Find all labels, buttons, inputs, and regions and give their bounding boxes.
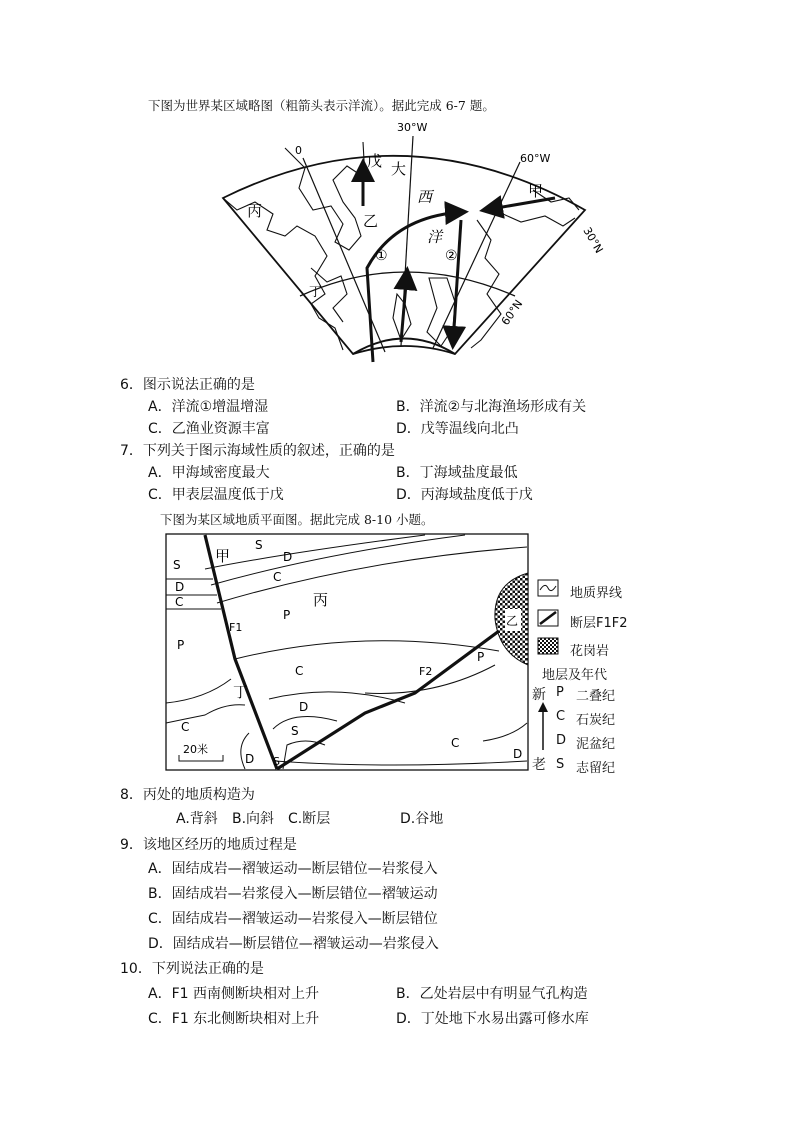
geo-map-frame — [166, 534, 528, 770]
label-d-3: D — [299, 700, 309, 714]
label-c-2: C — [175, 595, 184, 609]
legend-old: 老 — [532, 757, 546, 773]
label-c-3: C — [295, 664, 304, 678]
q8-option-c[interactable]: C.断层 — [288, 811, 331, 827]
label-60w: 60°W — [520, 152, 551, 165]
q10-option-d[interactable]: D．丁处地下水易出露可修水库 — [396, 1011, 589, 1027]
q9-option-b[interactable]: B．固结成岩—岩浆侵入—断层错位—褶皱运动 — [148, 886, 438, 902]
label-yang: 洋 — [427, 228, 443, 246]
label-c-4: C — [181, 720, 190, 734]
label-30n: 30°N — [580, 225, 606, 256]
label-xi: 西 — [417, 188, 433, 206]
label-s-1: S — [173, 558, 181, 572]
current-jia-arrow — [485, 198, 555, 210]
geologic-map — [165, 533, 531, 773]
label-0: 0 — [295, 144, 302, 157]
q8-option-a[interactable]: A.背斜 — [176, 811, 218, 827]
label-c-1: C — [273, 570, 282, 584]
q6-stem: 6．图示说法正确的是 — [120, 377, 255, 393]
q9-stem: 9．该地区经历的地质过程是 — [120, 837, 297, 853]
label-bing: 丙 — [313, 591, 329, 609]
label-yi: 乙 — [506, 614, 519, 628]
age-arrow-icon — [538, 702, 548, 752]
intro-map2: 下图为某区域地质平面图。据此完成 8-10 小题。 — [160, 512, 434, 527]
label-d-4: D — [245, 752, 255, 766]
q7-option-d[interactable]: D．丙海域盐度低于戊 — [396, 487, 533, 503]
label-s-4: S — [273, 755, 280, 768]
q7-option-a[interactable]: A．甲海域密度最大 — [148, 465, 270, 481]
legend-d-name: 泥盆纪 — [576, 737, 616, 752]
granite-legend-icon — [538, 638, 558, 654]
label-ding: 丁 — [233, 683, 249, 701]
label-current-2: ② — [445, 248, 458, 264]
q10-option-a[interactable]: A．F1 西南侧断块相对上升 — [148, 986, 319, 1002]
q10-stem: 10．下列说法正确的是 — [120, 961, 264, 977]
legend-symbols — [536, 578, 560, 658]
q6-option-c[interactable]: C．乙渔业资源丰富 — [148, 421, 270, 437]
label-jia: 甲 — [528, 182, 544, 200]
label-30w: 30°W — [397, 121, 428, 134]
q7-option-b[interactable]: B．丁海域盐度最低 — [396, 465, 518, 481]
label-60n: 60°N — [498, 297, 526, 328]
q10-option-b[interactable]: B．乙处岩层中有明显气孔构造 — [396, 986, 588, 1002]
q9-option-a[interactable]: A．固结成岩—褶皱运动—断层错位—岩浆侵入 — [148, 861, 438, 877]
q7-stem: 7．下列关于图示海域性质的叙述，正确的是 — [120, 443, 395, 459]
label-jia: 甲 — [215, 547, 231, 565]
label-p-3: P — [477, 650, 485, 664]
q6-option-b[interactable]: B．洋流②与北海渔场形成有关 — [396, 399, 587, 415]
legend-p-name: 二叠纪 — [576, 689, 616, 704]
current-2-arrow — [453, 220, 461, 344]
label-current-1: ① — [375, 248, 388, 264]
q10-option-c[interactable]: C．F1 东北侧断块相对上升 — [148, 1011, 320, 1027]
q8-stem: 8．丙处的地质构造为 — [120, 787, 255, 803]
label-d-5: D — [513, 747, 523, 761]
legend-granite: 花岗岩 — [570, 644, 610, 659]
legend-fault: 断层F1F2 — [570, 616, 628, 631]
legend-s: S — [556, 757, 565, 772]
q6-option-d[interactable]: D．戊等温线向北凸 — [396, 421, 519, 437]
label-c-5: C — [451, 736, 460, 750]
legend-title: 地层及年代 — [542, 668, 608, 683]
legend-new: 新 — [532, 687, 546, 703]
q9-option-d[interactable]: D．固结成岩—断层错位—褶皱运动—岩浆侵入 — [148, 936, 439, 952]
label-d-2: D — [175, 580, 185, 594]
label-bing: 丙 — [247, 202, 263, 220]
label-d-1: D — [283, 550, 293, 564]
legend-c-name: 石炭纪 — [576, 713, 616, 728]
label-da: 大 — [391, 160, 407, 178]
q6-option-a[interactable]: A．洋流①增温增湿 — [148, 399, 269, 415]
scale-label: 20米 — [183, 743, 208, 756]
label-p-1: P — [177, 638, 185, 652]
legend-p: P — [556, 685, 564, 700]
label-yi: 乙 — [363, 212, 379, 230]
label-p-2: P — [283, 608, 291, 622]
label-f2: F2 — [419, 665, 433, 678]
legend-boundary: 地质界线 — [570, 586, 623, 601]
q8-option-d[interactable]: D.谷地 — [400, 811, 444, 827]
label-ding: 丁 — [309, 285, 323, 300]
q9-option-c[interactable]: C．固结成岩—褶皱运动—岩浆侵入—断层错位 — [148, 911, 438, 927]
intro-map1: 下图为世界某区域略图（粗箭头表示洋流）。据此完成 6-7 题。 — [148, 98, 495, 113]
meridian-0 — [303, 158, 385, 352]
legend-c: C — [556, 709, 566, 724]
label-s-2: S — [255, 538, 263, 552]
q7-option-c[interactable]: C．甲表层温度低于戊 — [148, 487, 284, 503]
legend-d: D — [556, 733, 567, 748]
ocean-current-map — [215, 118, 606, 380]
label-wu: 戊 — [367, 152, 383, 170]
label-s-3: S — [291, 724, 299, 738]
legend-s-name: 志留纪 — [576, 761, 616, 776]
label-f1: F1 — [229, 621, 243, 634]
q8-option-b[interactable]: B.向斜 — [232, 811, 275, 827]
